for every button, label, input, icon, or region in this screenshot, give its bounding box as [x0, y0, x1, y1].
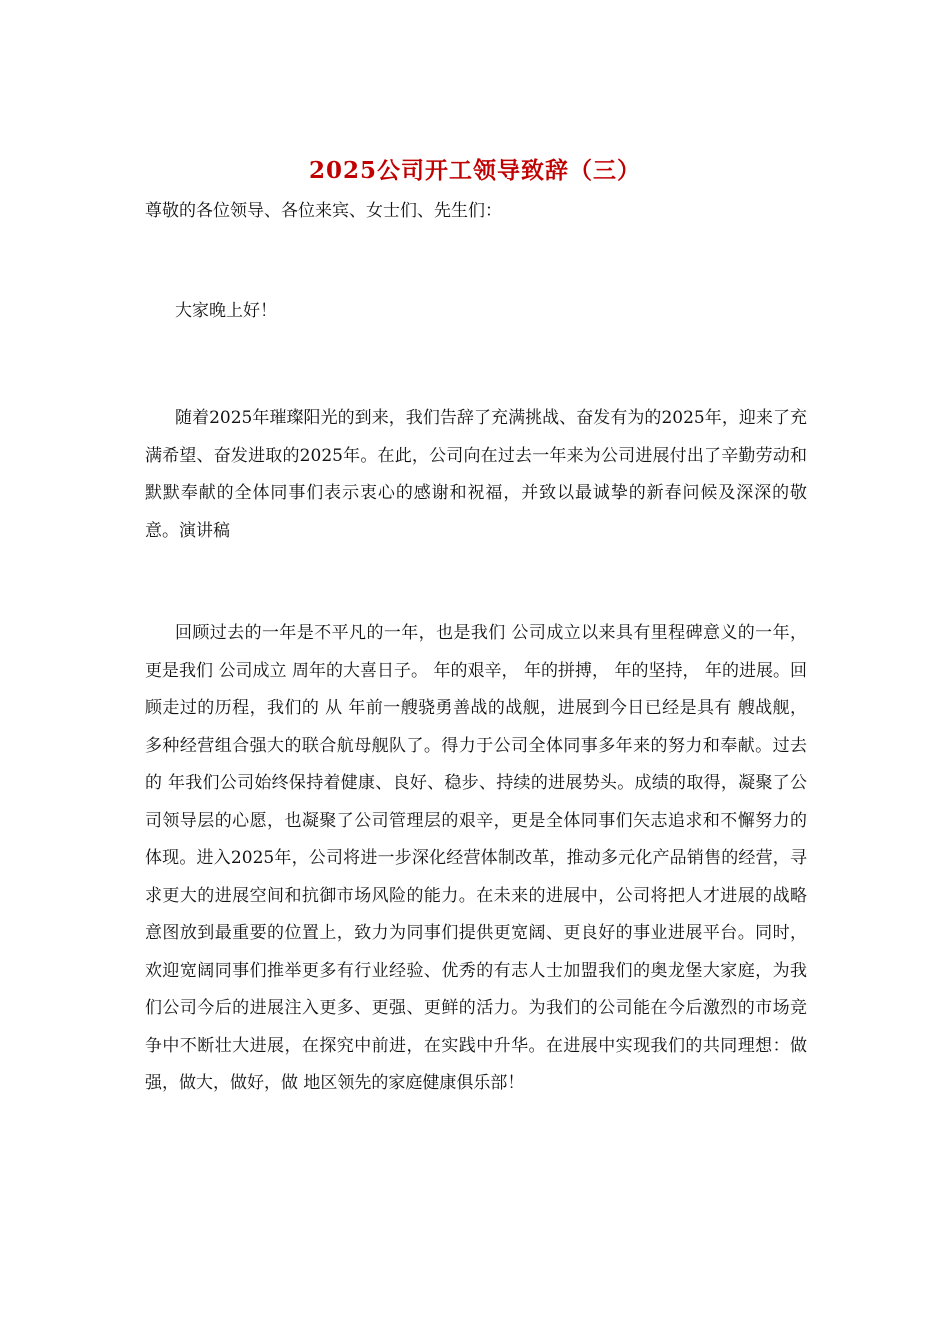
document-title: 2025公司开工领导致辞（三）: [308, 157, 641, 184]
paragraph-2: 回顾过去的一年是不平凡的一年，也是我们 公司成立以来具有里程碑意义的一年，更是我们 公司成立 周年的大喜日子。 年的艰辛， 年的拼搏， 年的坚持， 年的进展。回顾走过的历程，我们的 从 年前一艘骁勇善战的战舰，进展到今日已经是具有 艘战舰，多种经营组合强大的联合航母舰队了。得力于公司全体同事多年来的努力和奉献。过去的 年我们公司始终保持着健康、良好、稳步、持续的进展势头。成绩的取得，凝聚了公司领导层的心愿，也凝聚了公司管理层的艰辛，更是全体同事们矢志追求和不懈努力的体现。进入2025年，公司将进一步深化经营体制改革，推动多元化产品销售的经营，寻求更大的进展空间和抗御市场风险的能力。在未来的进展中，公司将把人才进展的战略意图放到最重要的位置上，致力为同事们提供更宽阔、更良好的事业进展平台。同时，欢迎宽阔同事们推举更多有行业经验、优秀的有志人士加盟我们的奥龙堡大家庭，为我们公司今后的进展注入更多、更强、更鲜的活力。为我们的公司能在今后激烈的市场竞争中不断壮大进展，在探究中前进，在实践中升华。在进展中实现我们的共同理想：做强，做大，做好，做 地区领先的家庭健康俱乐部！: [145, 623, 807, 1093]
greeting: 大家晚上好！: [175, 301, 277, 321]
salutation: 尊敬的各位领导、各位来宾、女士们、先生们：: [145, 201, 502, 221]
paragraph-1: 随着2025年璀璨阳光的到来，我们告辞了充满挑战、奋发有为的2025年，迎来了充满希望、奋发进取的2025年。在此，公司向在过去一年来为公司进展付出了辛勤劳动和默默奉献的全体同事们表示衷心的感谢和祝福，并致以最诚挚的新春问候及深深的敬意。演讲稿: [145, 408, 807, 541]
